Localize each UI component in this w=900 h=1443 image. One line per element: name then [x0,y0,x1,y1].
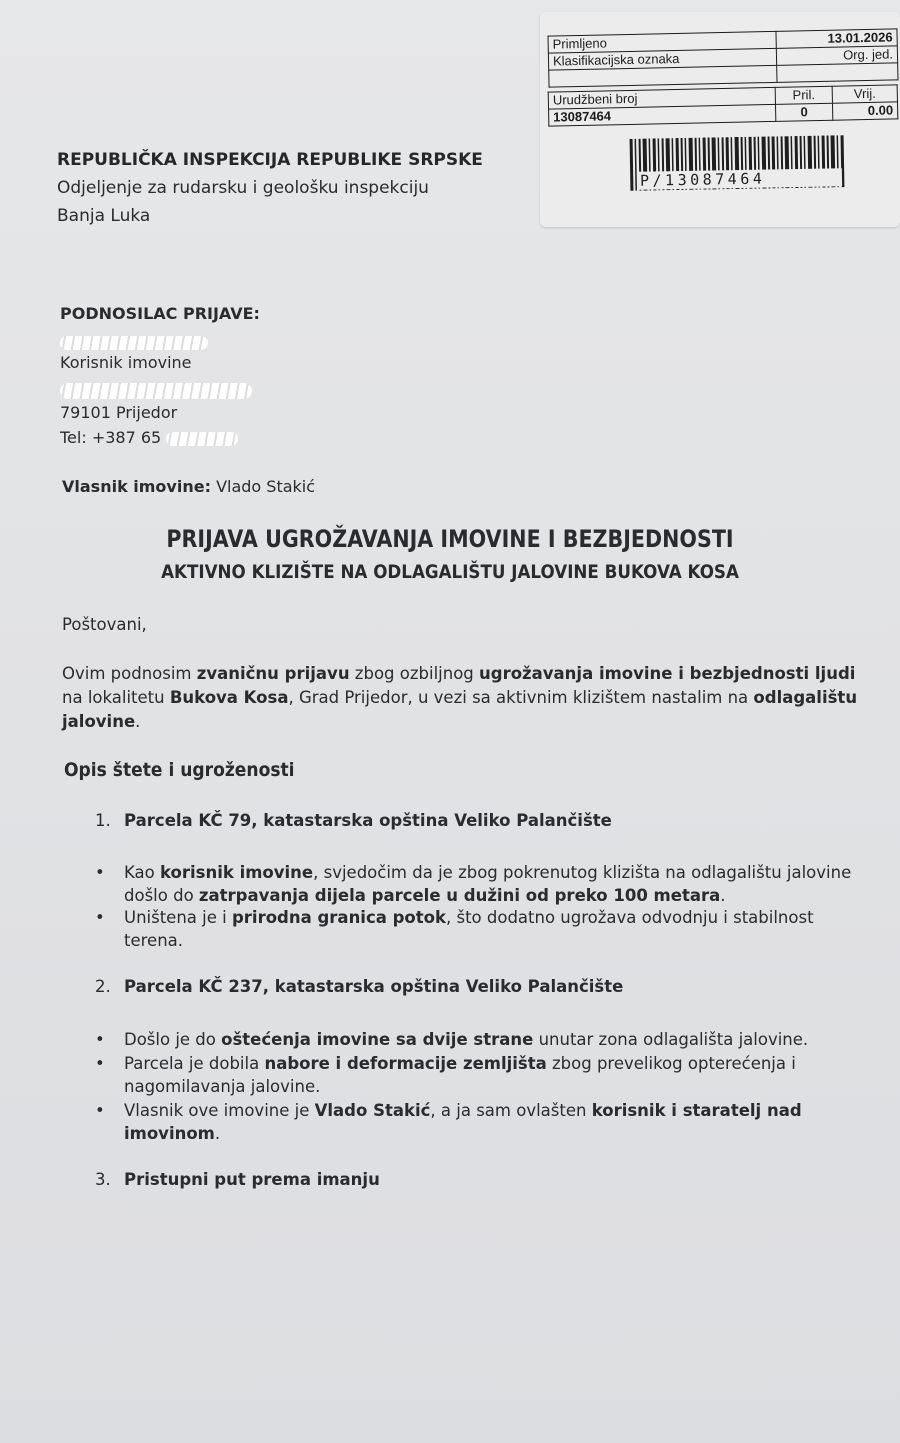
submitter-postal: 79101 Prijedor [60,403,178,422]
bullet-icon: • [95,908,105,927]
item-title: Pristupni put prema imanju [124,1170,380,1189]
bullet-bold: nabore i deformacije zemljišta [264,1054,547,1073]
bullet-text: Parcela je dobila [124,1054,265,1073]
bullet-text: . [720,886,726,905]
attachments-label: Pril. [775,86,832,104]
item-number: 1. [95,811,111,830]
intro-text-2: zbog ozbiljnog [349,664,480,683]
redacted-address [60,380,252,399]
bullet-text: Vlasnik ove imovine je [124,1101,315,1120]
submitter-label: PODNOSILAC PRIJAVE: [60,304,260,323]
barcode-number: P/13087464 [638,168,842,190]
intro-bold-2: ugrožavanja imovine i bezbjednosti ljudi [479,664,856,683]
bullet-bold: oštećenja imovine sa dvije strane [221,1030,534,1049]
intro-bold-3: Bukova Kosa [169,688,289,707]
intro-text-4: , Grad Prijedor, u vezi sa aktivnim klizištem nastalim na [288,688,754,707]
redacted-name [60,332,208,351]
reg-number-label: Urudžbeni broj [548,87,775,109]
recipient-department: Odjeljenje za rudarsku i geološku inspekciju [57,178,429,198]
bullet-bold: korisnik i staratelj nad imovinom [124,1101,802,1143]
phone-prefix: Tel: +387 65 [60,428,162,447]
received-label: Primljeno [548,31,776,53]
recipient-name: REPUBLIČKA INSPEKCIJA REPUBLIKE SRPSKE [57,150,483,170]
org-unit-value [777,63,898,83]
bullet-bold: zatrpavanja dijela parcele u dužini od preko 100 metara [198,886,721,905]
bullet-text: Uništena je i [124,908,232,927]
owner-label: Vlasnik imovine: [62,477,211,496]
intro-bold-4: odlagalištu jalovine [62,688,858,731]
list-item [95,1170,795,1192]
stamp-table [547,28,898,87]
section-title: Opis štete i ugroženosti [64,759,295,781]
bullet-bold: korisnik imovine [159,863,314,882]
bullet-text: unutar zona odlagališta jalovine. [533,1030,809,1049]
received-date: 13.01.2026 [776,29,897,49]
bullet-text: , svjedočim da je zbog pokrenutog klizišta na odlagalištu jalovine došlo do [124,863,852,905]
value-label: Vrij. [832,85,897,103]
owner-name: Vlado Stakić [216,477,316,496]
intro-text-3: na lokalitetu [62,688,170,707]
intro-bold-1: zvaničnu prijavu [196,664,350,683]
org-unit-label: Org. jed. [776,46,897,66]
submitter-role: Korisnik imovine [60,353,192,372]
bullet-bold: prirodna granica potok [231,908,446,927]
bullet-icon: • [95,1054,105,1073]
greeting: Poštovani, [62,615,147,634]
attachments-count: 0 [775,103,832,121]
owner-line [62,477,315,496]
classification-label: Klasifikacijska oznaka [548,48,776,70]
intro-paragraph [62,662,862,734]
bullet-icon: • [95,863,105,882]
item-number: 2. [95,977,111,996]
value-amount: 0.00 [832,102,897,120]
bullet-text: , a ja sam ovlašten [430,1101,592,1120]
intro-text-1: Ovim podnosim [62,664,197,683]
bullet-icon: • [95,1030,105,1049]
intro-text-5: . [135,712,141,731]
bullet-text: . [214,1124,221,1143]
submitter-phone [60,428,238,447]
stamp-table-lower [548,84,899,126]
bullet-bold: Vlado Stakić [314,1101,431,1120]
bullet-text: Došlo je do [124,1030,222,1049]
redacted-phone [166,432,238,446]
list-item [95,811,795,833]
recipient-city: Banja Luka [57,206,151,226]
document-title: PRIJAVA UGROŽAVANJA IMOVINE I BEZBJEDNOSTI [166,525,734,553]
registry-stamp [540,12,900,227]
list-item [95,977,795,999]
document-subtitle: AKTIVNO KLIZIŠTE NA ODLAGALIŠTU JALOVINE BUKOVA KOSA [161,561,739,583]
reg-number: 13087464 [549,104,776,126]
item-title: Parcela KČ 237, katastarska opština Veliko Palančište [124,977,624,996]
bullet-text: , što dodatno ugrožava odvodnju i stabilnost terena. [124,908,814,950]
bullet-text: Kao [124,863,160,882]
item-title: Parcela KČ 79, katastarska opština Veliko Palančište [124,811,612,830]
item-number: 3. [95,1170,111,1189]
bullet-text: zbog prevelikog opterećenja i nagomilavanja jalovine. [124,1054,796,1096]
bullet-icon: • [95,1101,105,1120]
